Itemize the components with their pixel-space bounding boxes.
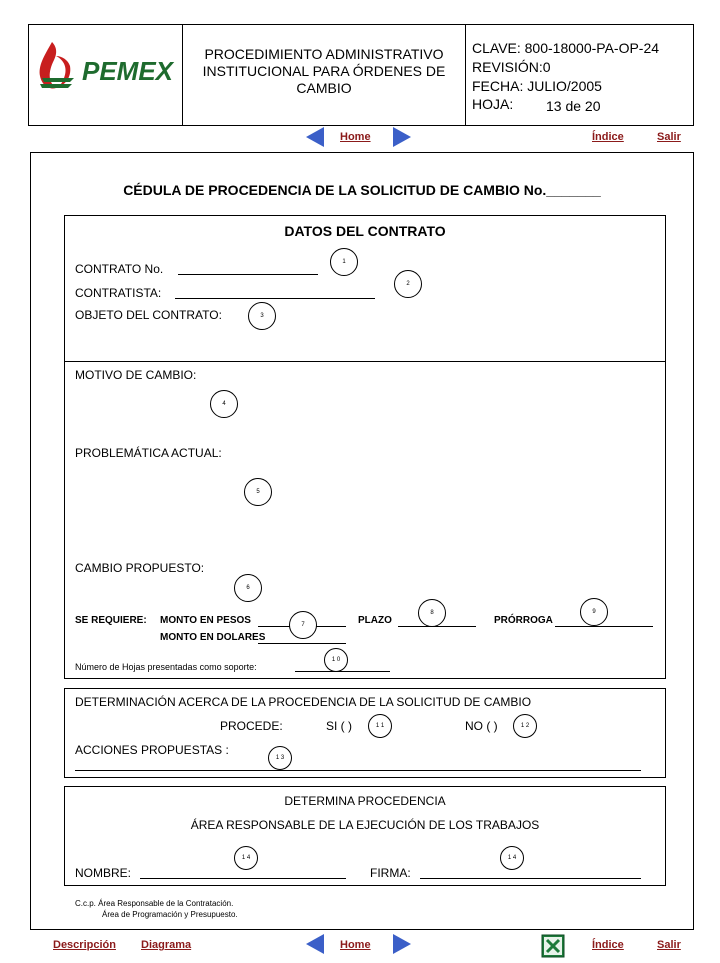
logo-text: PEMEX: [82, 56, 174, 86]
contratista-label: CONTRATISTA:: [75, 286, 162, 300]
marker-13: 1 3: [268, 746, 292, 770]
acciones-label: ACCIONES PROPUESTAS :: [75, 743, 229, 757]
prorroga-label: PRÓRROGA: [494, 615, 553, 626]
objeto-label: OBJETO DEL CONTRATO:: [75, 308, 222, 322]
hoja-value: 13 de 20: [546, 98, 601, 114]
nombre-label: NOMBRE:: [75, 866, 132, 880]
numero-hojas-label: Número de Hojas presentadas como soporte:: [75, 662, 257, 672]
contrato-no-field[interactable]: [178, 274, 318, 275]
monto-dolares-field[interactable]: [258, 643, 346, 644]
marker-14a: 1 4: [234, 846, 258, 870]
marker-8: 8: [418, 599, 446, 627]
change-section: [64, 361, 666, 679]
plazo-label: PLAZO: [358, 615, 392, 626]
indice-link-top[interactable]: Índice: [592, 131, 624, 143]
contrato-no-label: CONTRATO No.: [75, 262, 164, 276]
marker-7: 7: [289, 611, 317, 639]
contract-section-title: DATOS DEL CONTRATO: [284, 223, 446, 239]
no-option[interactable]: NO ( ): [465, 719, 498, 733]
descripcion-link[interactable]: Descripción: [53, 939, 116, 951]
marker-12: 1 2: [513, 714, 537, 738]
marker-3: 3: [248, 302, 276, 330]
salir-link-bottom[interactable]: Salir: [657, 939, 681, 951]
marker-10: 1 0: [324, 648, 348, 672]
pemex-logo: [34, 38, 180, 98]
numero-hojas-field[interactable]: [295, 671, 390, 672]
revision-text: REVISIÓN:0: [472, 59, 551, 75]
cambio-propuesto-label: CAMBIO PROPUESTO:: [75, 561, 205, 575]
problematica-label: PROBLEMÁTICA ACTUAL:: [75, 446, 222, 460]
firma-field[interactable]: [420, 878, 641, 879]
marker-4: 4: [210, 390, 238, 418]
form-title: CÉDULA DE PROCEDENCIA DE LA SOLICITUD DE CAMBIO No._______: [123, 182, 601, 198]
determina-label: DETERMINA PROCEDENCIA: [284, 794, 446, 808]
motivo-label: MOTIVO DE CAMBIO:: [75, 368, 197, 382]
home-link-top[interactable]: Home: [340, 131, 371, 143]
clave-text: CLAVE: 800-18000-PA-OP-24: [472, 40, 660, 56]
prev-page-icon[interactable]: [306, 127, 324, 147]
salir-link-top[interactable]: Salir: [657, 131, 681, 143]
marker-2: 2: [394, 270, 422, 298]
ccp-line-1: C.c.p. Área Responsable de la Contratación.: [75, 899, 234, 908]
fecha-text: FECHA: JULIO/2005: [472, 78, 602, 94]
plazo-field[interactable]: [398, 626, 476, 627]
marker-1: 1: [330, 248, 358, 276]
area-responsable-label: ÁREA RESPONSABLE DE LA EJECUCIÓN DE LOS TRABAJOS: [190, 818, 540, 832]
hoja-label: HOJA:: [472, 96, 514, 112]
si-option[interactable]: SI ( ): [326, 719, 352, 733]
monto-dolares-label: MONTO EN DOLARES: [160, 632, 266, 643]
nombre-field[interactable]: [140, 878, 346, 879]
marker-5: 5: [244, 478, 272, 506]
marker-6: 6: [234, 574, 262, 602]
excel-icon[interactable]: [541, 934, 565, 958]
firma-label: FIRMA:: [370, 866, 411, 880]
prev-page-icon-bottom[interactable]: [306, 934, 324, 954]
procede-label: PROCEDE:: [220, 719, 283, 733]
diagrama-link[interactable]: Diagrama: [141, 939, 192, 951]
marker-9: 9: [580, 598, 608, 626]
indice-link-bottom[interactable]: Índice: [592, 939, 624, 951]
determinacion-label: DETERMINACIÓN ACERCA DE LA PROCEDENCIA DE LA SOLICITUD DE CAMBIO: [75, 695, 532, 709]
header-divider-1: [182, 24, 183, 126]
header-divider-2: [465, 24, 466, 126]
monto-pesos-label: MONTO EN PESOS: [160, 615, 251, 626]
se-requiere-label: SE REQUIERE:: [75, 615, 147, 626]
contratista-field[interactable]: [175, 298, 375, 299]
acciones-field[interactable]: [75, 770, 641, 771]
home-link-bottom[interactable]: Home: [340, 939, 371, 951]
procedure-title: PROCEDIMIENTO ADMINISTRATIVO INSTITUCIONAL PARA ÓRDENES DE CAMBIO: [202, 46, 446, 96]
ccp-line-2: Área de Programación y Presupuesto.: [102, 910, 238, 919]
marker-11: 1 1: [368, 714, 392, 738]
marker-14b: 1 4: [500, 846, 524, 870]
prorroga-field[interactable]: [555, 626, 653, 627]
next-page-icon[interactable]: [393, 127, 411, 147]
next-page-icon-bottom[interactable]: [393, 934, 411, 954]
